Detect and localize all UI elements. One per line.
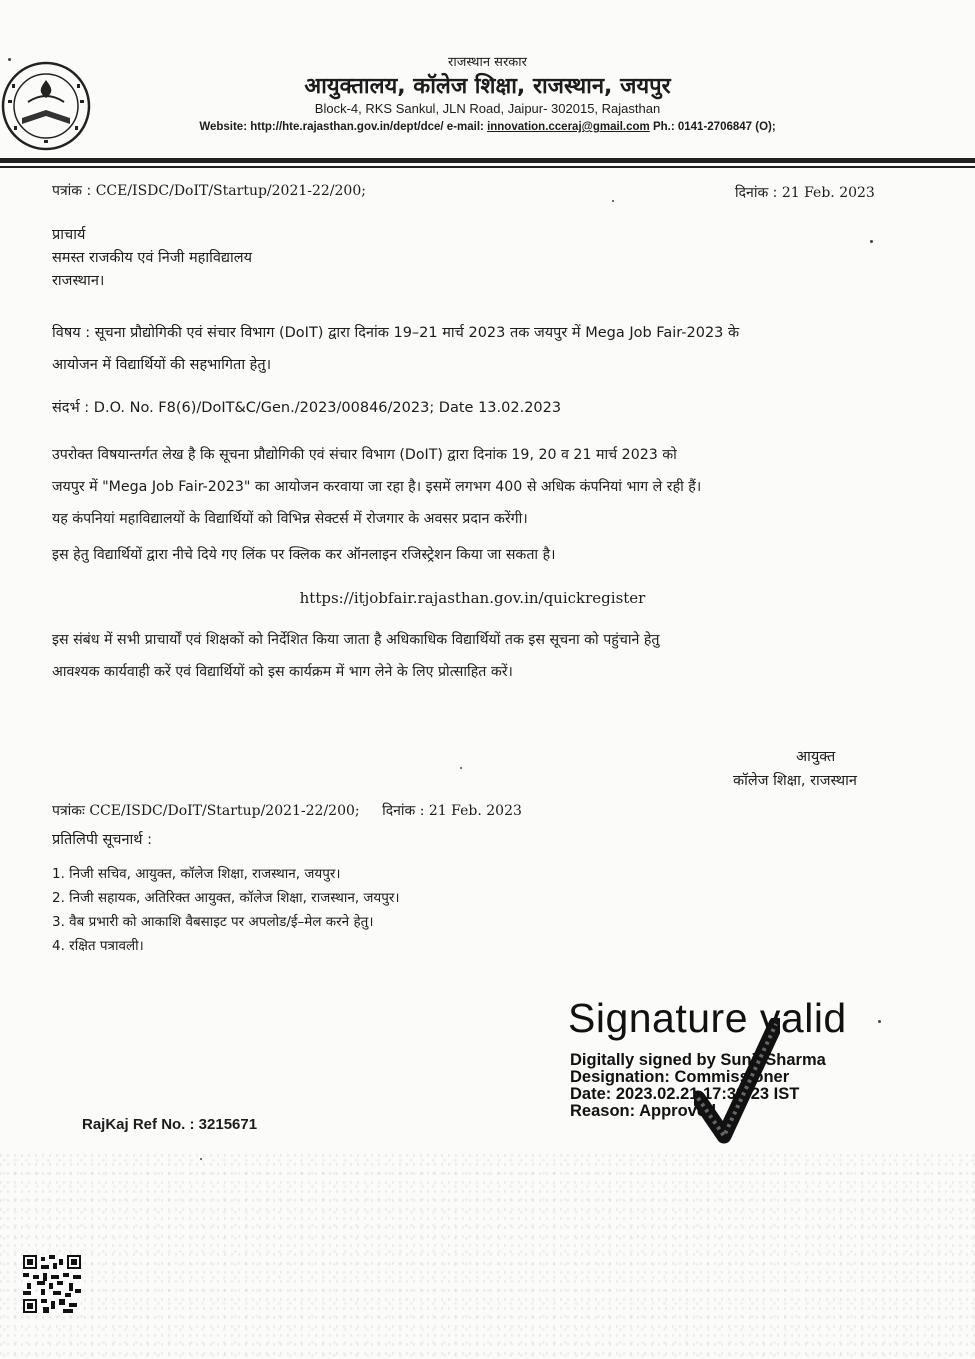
ref-label: पत्रांक : (52, 183, 92, 199)
email-link[interactable]: innovation.cceraj@gmail.com (487, 121, 650, 133)
designation-line: Designation: Commissioner (570, 1068, 790, 1086)
office-title: आयुक्तालय, कॉलेज शिक्षा, राजस्थान, जयपुर (304, 74, 671, 99)
scan-noise (0, 1150, 975, 1359)
list-item: 3. वैब प्रभारी को आकाशि वैबसाइट पर अपलोड/ई–मेल करने हेतु। (52, 914, 374, 930)
contact-line (0, 121, 975, 133)
addressee-line: राजस्थान। (52, 273, 105, 289)
body-line: यह कंपनियां महाविद्यालयों के विद्यार्थियों को विभिन्न सेक्टर्स में रोजगार के अवसर प्रदान करेंगी। (52, 511, 528, 527)
list-item: 1. निजी सचिव, आयुक्त, कॉलेज शिक्षा, राजस्थान, जयपुर। (52, 866, 341, 882)
registration-link[interactable]: https://itjobfair.rajasthan.gov.in/quickregister (299, 589, 646, 607)
office-address: Block-4, RKS Sankul, JLN Road, Jaipur- 302015, Rajasthan (314, 101, 661, 116)
copy-list (52, 862, 400, 958)
copy-ref-line (52, 801, 522, 820)
ref-line (52, 181, 366, 200)
reason-line: Reason: Approved (570, 1102, 717, 1120)
signature-check-icon (694, 1018, 780, 1148)
signer-line: Digitally signed by Sunil Sharma (570, 1051, 826, 1069)
reference-line: संदर्भ : D.O. No. F8(6)/DoIT&C/Gen./2023/00846/2023; Date 13.02.2023 (52, 400, 562, 416)
copy-date: दिनांक : 21 Feb. 2023 (382, 803, 522, 819)
body-paragraph (52, 439, 897, 571)
subject-line: आयोजन में विद्यार्थियों की सहभागिता हेतु। (52, 357, 272, 373)
scan-speck (870, 240, 873, 243)
addressee-line: समस्त राजकीय एवं निजी महाविद्यालय (52, 250, 253, 266)
date-value: 21 Feb. 2023 (781, 185, 875, 201)
body-line: इस हेतु विद्यार्थियों द्वारा नीचे दिये गए लिंक पर क्लिक कर ऑनलाइन रजिस्ट्रेशन किया जा सकता है। (52, 547, 556, 563)
body-line: उपरोक्त विषयान्तर्गत लेख है कि सूचना प्रौद्योगिकी एवं संचार विभाग (DoIT) द्वारा दिनांक 19, 20 व 21 मार्च 2023 को (52, 447, 677, 463)
scan-speck (612, 200, 614, 202)
list-item: 2. निजी सहायक, अतिरिक्त आयुक्त, कॉलेज शिक्षा, राजस्थान, जयपुर। (52, 890, 400, 906)
government-label: राजस्थान सरकार (448, 55, 527, 70)
list-item: 4. रक्षित पत्रावली। (52, 938, 144, 954)
addressee-line: प्राचार्य (52, 227, 86, 243)
header-rule-thin (0, 166, 975, 168)
signatory-office: कॉलेज शिक्षा, राजस्थान (733, 773, 857, 789)
website-text: Website: http://hte.rajasthan.gov.in/dept/dce/ e-mail: (199, 121, 488, 133)
body-line: जयपुर में "Mega Job Fair-2023" का आयोजन करवाया जा रहा है। इसमें लगभग 400 से अधिक कंपनियां भाग ले रही हैं। (52, 479, 702, 495)
signatory-title: आयुक्त (796, 749, 836, 765)
subject-line: विषय : सूचना प्रौद्योगिकी एवं संचार विभाग (DoIT) द्वारा दिनांक 19–21 मार्च 2023 तक जयपुर में Mega Job Fair-2023 के (52, 325, 740, 341)
scan-speck (460, 767, 462, 769)
addressee-block (52, 224, 252, 293)
closing-paragraph (52, 624, 897, 688)
header-rule-thick (0, 158, 975, 163)
closing-line: इस संबंध में सभी प्राचार्यों एवं शिक्षकों को निर्देशित किया जाता है अधिकाधिक विद्यार्थियों तक इस सूचना को पहुंचाने हेतु (52, 632, 660, 648)
closing-line: आवश्यक कार्यवाही करें एवं विद्यार्थियों को इस कार्यक्रम में भाग लेने के लिए प्रोत्साहित करें। (52, 664, 513, 680)
subject-block (52, 317, 897, 381)
copy-ref: पत्रांकः CCE/ISDC/DoIT/Startup/2021-22/200; (52, 803, 360, 819)
scan-speck (200, 1158, 202, 1160)
copy-heading: प्रतिलिपी सूचनार्थ : (52, 832, 153, 848)
rajkaj-ref: RajKaj Ref No. : 3215671 (82, 1116, 258, 1133)
signature-status: Signature valid (568, 995, 847, 1041)
date-label: दिनांक : (735, 185, 778, 201)
phone-text: Ph.: 0141-2706847 (O); (652, 121, 776, 133)
sign-date-line: Date: 2023.02.21 17:38:23 IST (570, 1085, 800, 1103)
scan-speck (8, 58, 11, 61)
date-line (735, 183, 875, 202)
scan-speck (878, 1020, 881, 1023)
ref-number: CCE/ISDC/DoIT/Startup/2021-22/200; (95, 183, 366, 199)
